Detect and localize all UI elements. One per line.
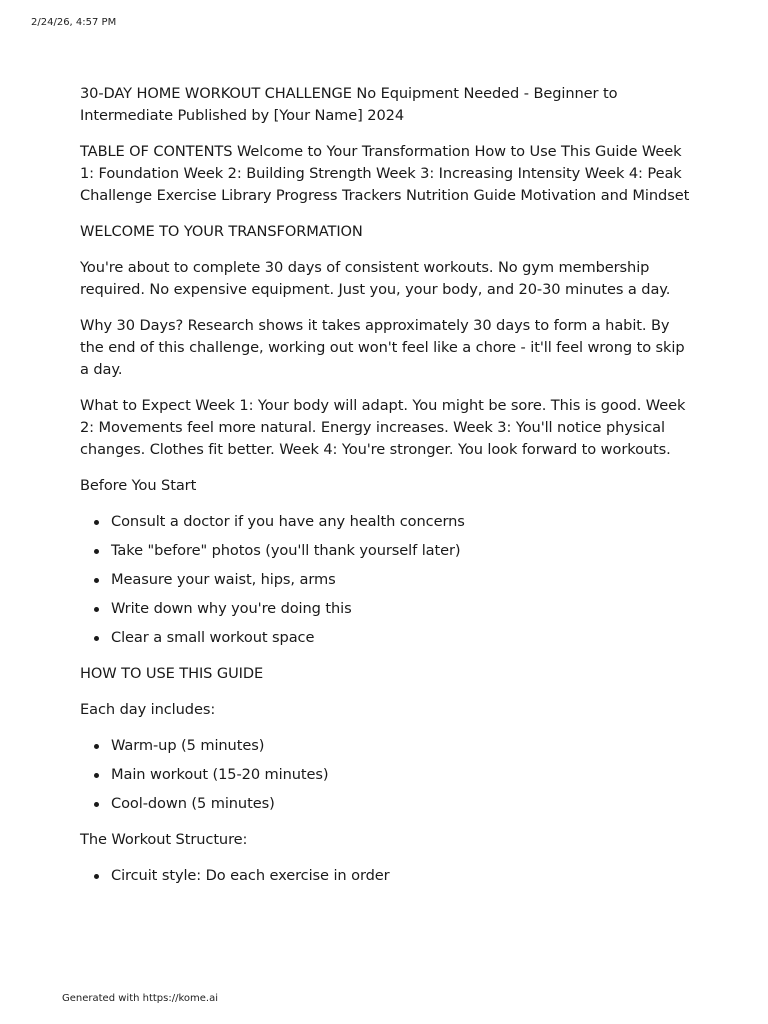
list-item: Consult a doctor if you have any health concerns [111, 511, 692, 533]
each-day-list [80, 735, 692, 815]
workout-structure-list [80, 865, 692, 887]
list-item: Take "before" photos (you'll thank yourself later) [111, 540, 692, 562]
print-timestamp: 2/24/26, 4:57 PM [31, 17, 117, 28]
list-item: Measure your waist, hips, arms [111, 569, 692, 591]
how-to-use-heading: HOW TO USE THIS GUIDE [80, 665, 264, 682]
what-to-expect-paragraph: What to Expect Week 1: Your body will adapt. You might be sore. This is good. Week 2: Movements feel more natural. Energy increases. Week 3: You'll notice physical changes. Clothes fit better. Week 4: You're stronger. You look forward to workouts. [80, 397, 686, 458]
before-you-start-list [80, 511, 692, 649]
document-title-block: 30-DAY HOME WORKOUT CHALLENGE No Equipment Needed - Beginner to Intermediate Published by [Your Name] 2024 [80, 85, 618, 124]
workout-structure-heading: The Workout Structure: [80, 831, 248, 848]
each-day-includes-label: Each day includes: [80, 701, 216, 718]
welcome-intro-paragraph: You're about to complete 30 days of consistent workouts. No gym membership required. No expensive equipment. Just you, your body, and 20-30 minutes a day. [80, 259, 671, 298]
why-30-days-paragraph: Why 30 Days? Research shows it takes approximately 30 days to form a habit. By the end of this challenge, working out won't feel like a chore - it'll feel wrong to skip a day. [80, 317, 685, 378]
generated-by-footer: Generated with https://kome.ai [62, 993, 219, 1004]
list-item: Circuit style: Do each exercise in order [111, 865, 692, 887]
table-of-contents: TABLE OF CONTENTS Welcome to Your Transformation How to Use This Guide Week 1: Foundation Week 2: Building Strength Week 3: Increasing Intensity Week 4: Peak Challenge Exercise Library Progress Trackers Nutrition Guide Motivation and Mindset [80, 143, 690, 204]
list-item: Clear a small workout space [111, 627, 692, 649]
welcome-heading: WELCOME TO YOUR TRANSFORMATION [80, 223, 363, 240]
list-item: Write down why you're doing this [111, 598, 692, 620]
list-item: Warm-up (5 minutes) [111, 735, 692, 757]
document-body [80, 83, 692, 901]
list-item: Main workout (15-20 minutes) [111, 764, 692, 786]
list-item: Cool-down (5 minutes) [111, 793, 692, 815]
before-you-start-heading: Before You Start [80, 477, 197, 494]
